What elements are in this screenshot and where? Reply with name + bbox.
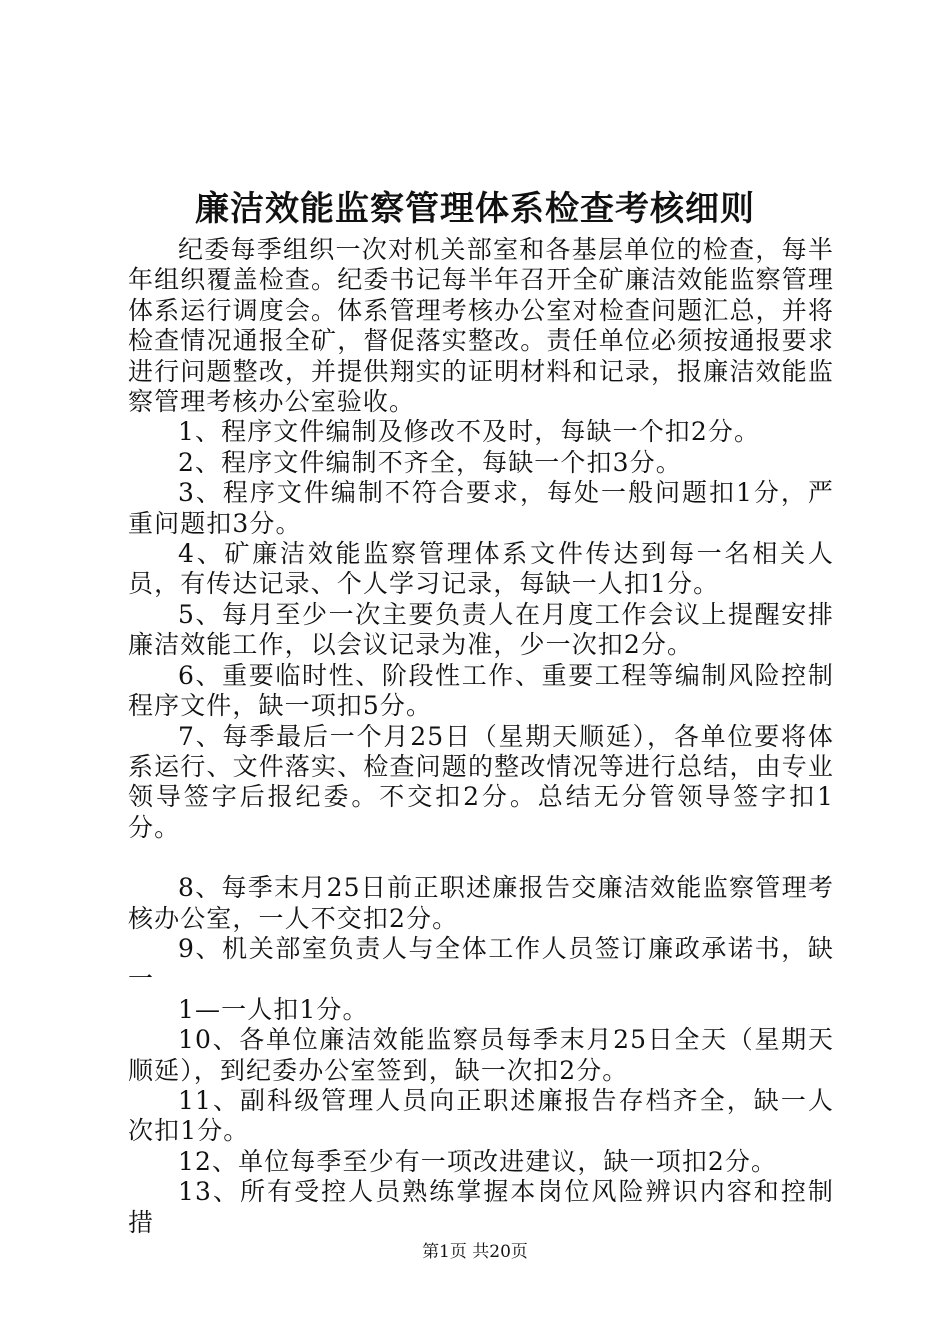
rule-item-9-continued: 1—一人扣1分。 bbox=[178, 994, 369, 1024]
rule-item-9: 9、机关部室负责人与全体工作人员签订廉政承诺书，缺一 bbox=[128, 933, 834, 994]
page-number-footer: 第1页 共20页 bbox=[422, 1242, 528, 1262]
rule-item-3: 3、程序文件编制不符合要求，每处一般问题扣1分，严重问题扣3分。 bbox=[128, 478, 834, 538]
document-body bbox=[128, 235, 834, 1238]
rule-item-6: 6、重要临时性、阶段性工作、重要工程等编制风险控制程序文件，缺一项扣5分。 bbox=[128, 660, 834, 721]
rule-item-12: 12、单位每季至少有一项改进建议，缺一项扣2分。 bbox=[178, 1146, 778, 1176]
rule-item-13: 13、所有受控人员熟练掌握本岗位风险辨识内容和控制措 bbox=[128, 1177, 834, 1237]
rule-item-10: 10、各单位廉洁效能监察员每季末月25日全天（星期天顺延），到纪委办公室签到，缺一次扣2分。 bbox=[128, 1025, 834, 1085]
rule-item-11: 11、副科级管理人员向正职述廉报告存档齐全，缺一人次扣1分。 bbox=[128, 1085, 834, 1146]
intro-paragraph: 纪委每季组织一次对机关部室和各基层单位的检查，每半年组织覆盖检查。纪委书记每半年召开全矿廉洁效能监察管理体系运行调度会。体系管理考核办公室对检查问题汇总，并将检查情况通报全矿，督促落实整改。责任单位必须按通报要求进行问题整改，并提供翔实的证明材料和记录，报廉洁效能监察管理考核办公室验收。 bbox=[128, 235, 834, 417]
document-title: 廉洁效能监察管理体系检查考核细则 bbox=[195, 189, 755, 229]
rule-item-4: 4、矿廉洁效能监察管理体系文件传达到每一名相关人员，有传达记录、个人学习记录，每缺一人扣1分。 bbox=[128, 539, 834, 599]
rule-item-2: 2、程序文件编制不齐全，每缺一个扣3分。 bbox=[178, 447, 682, 477]
rule-item-7: 7、每季最后一个月25日（星期天顺延），各单位要将体系运行、文件落实、检查问题的整改情况等进行总结，由专业领导签字后报纪委。不交扣2分。总结无分管领导签字扣1分。 bbox=[128, 721, 834, 842]
paragraph-spacer bbox=[128, 843, 834, 873]
rule-item-8: 8、每季末月25日前正职述廉报告交廉洁效能监察管理考核办公室，一人不交扣2分。 bbox=[128, 873, 834, 933]
rule-item-5: 5、每月至少一次主要负责人在月度工作会议上提醒安排廉洁效能工作，以会议记录为准，少一次扣2分。 bbox=[128, 599, 834, 660]
rule-item-1: 1、程序文件编制及修改不及时，每缺一个扣2分。 bbox=[178, 417, 761, 447]
